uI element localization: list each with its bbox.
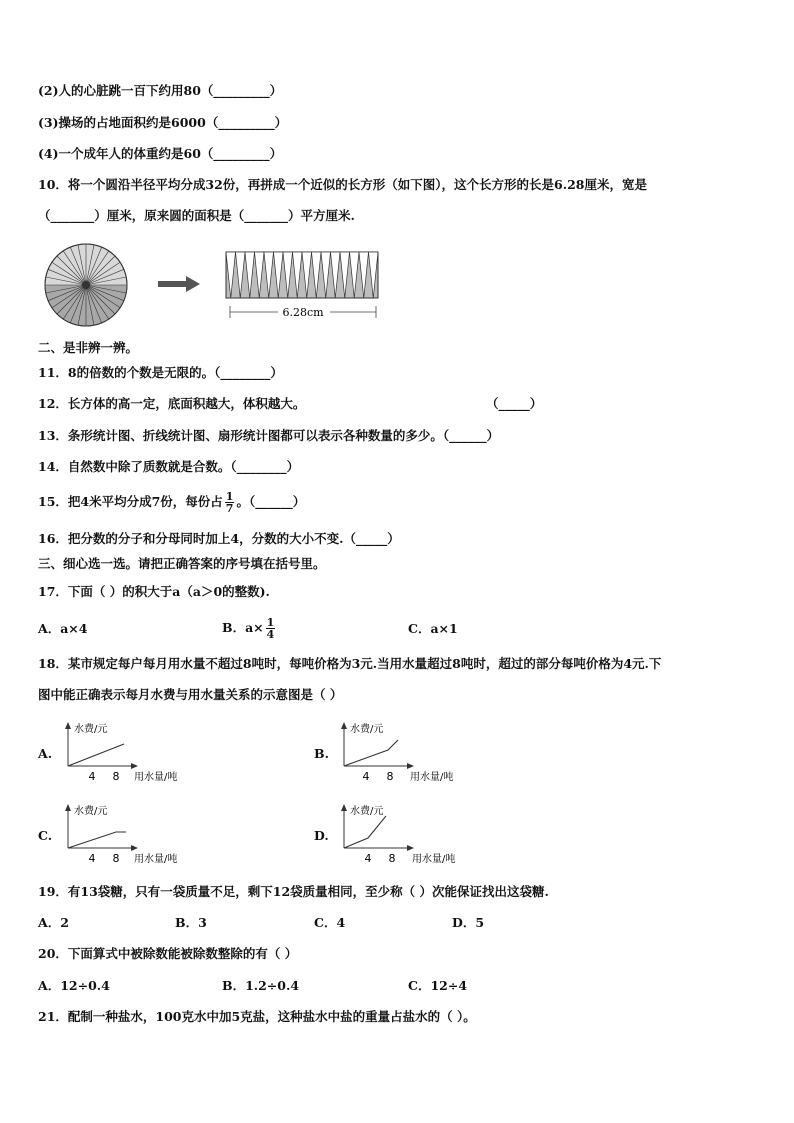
arrow-icon xyxy=(158,276,200,292)
q10-line-1: 10．将一个圆沿半径平均分成32份，再拼成一个近似的长方形（如下图），这个长方形的长是6.28厘米，宽是 xyxy=(38,177,647,192)
q15-numerator: 1 xyxy=(225,490,234,503)
svg-text:8: 8 xyxy=(386,770,394,783)
q17-denominator: 4 xyxy=(266,628,275,641)
q13: 13．条形统计图、折线统计图、扇形统计图都可以表示各种数量的多少。（______） xyxy=(38,428,500,443)
q18-line-1: 18．某市规定每户每月用水量不超过8吨时，每吨价格为3元.当用水量超过8吨时，超过的部分每吨价格为4元.下 xyxy=(38,656,662,671)
rect-length-label: 6.28cm xyxy=(282,306,324,319)
svg-text:8: 8 xyxy=(112,770,120,783)
q9-line-4: (4)一个成年人的体重约是60（_________） xyxy=(38,146,283,161)
circle-sectors-figure xyxy=(36,242,136,328)
q9-line-3: (3)操场的占地面积约是6000（_________） xyxy=(38,115,288,130)
q10-line-2: （_______）厘米，原来圆的面积是（_______）平方厘米. xyxy=(38,208,355,223)
q19-option-a: A．2 xyxy=(38,915,69,930)
q9-line-2: (2)人的心脏跳一百下约用80（_________） xyxy=(38,83,283,98)
svg-text:用水量/吨: 用水量/吨 xyxy=(410,772,454,783)
q18-graph-c xyxy=(58,800,198,866)
q18-graph-b xyxy=(334,718,474,784)
section-2-title: 二、是非辨一辨。 xyxy=(38,340,139,355)
q15-suffix: 。（______） xyxy=(236,494,306,509)
q17-fraction xyxy=(266,617,276,640)
svg-text:用水量/吨: 用水量/吨 xyxy=(134,772,178,783)
q15-fraction xyxy=(225,491,235,514)
q18-graph-a xyxy=(58,718,198,784)
svg-text:水费/元: 水费/元 xyxy=(350,806,384,817)
q18-option-c-label: C. xyxy=(38,828,53,843)
q20-option-b: B．1.2÷0.4 xyxy=(222,978,300,993)
svg-text:用水量/吨: 用水量/吨 xyxy=(134,854,178,865)
q12-text: 12．长方体的高一定，底面积越大，体积越大。 xyxy=(38,396,306,411)
q19-option-b: B．3 xyxy=(175,915,207,930)
q17-text: 17．下面（ ）的积大于a（a＞0的整数). xyxy=(38,584,270,599)
svg-text:水费/元: 水费/元 xyxy=(74,806,108,817)
q15-denominator: 7 xyxy=(225,502,234,515)
q18-option-a-label: A. xyxy=(38,746,53,761)
q17-option-c: C．a×1 xyxy=(408,621,458,636)
q19-text: 19．有13袋糖，只有一袋质量不足，剩下12袋质量相同，至少称（ ）次能保证找出这袋糖. xyxy=(38,884,549,899)
section-3-title: 三、细心选一选。请把正确答案的序号填在括号里。 xyxy=(38,556,326,571)
q18-line-2: 图中能正确表示每月水费与用水量关系的示意图是（ ） xyxy=(38,687,343,702)
svg-text:水费/元: 水费/元 xyxy=(74,724,108,735)
q15 xyxy=(38,489,305,515)
svg-text:水费/元: 水费/元 xyxy=(350,724,384,735)
svg-text:用水量/吨: 用水量/吨 xyxy=(412,854,456,865)
svg-text:4: 4 xyxy=(364,852,372,865)
q20-option-a: A．12÷0.4 xyxy=(38,978,110,993)
q21: 21．配制一种盐水，100克水中加5克盐，这种盐水中盐的重量占盐水的（ ）。 xyxy=(38,1009,476,1024)
svg-text:4: 4 xyxy=(88,770,96,783)
svg-text:4: 4 xyxy=(88,852,96,865)
q17-numerator: 1 xyxy=(266,616,275,629)
q16: 16．把分数的分子和分母同时加上4，分数的大小不变.（_____） xyxy=(38,531,400,546)
q15-prefix: 15．把4米平均分成7份，每份占 xyxy=(38,494,223,509)
svg-text:8: 8 xyxy=(112,852,120,865)
rectangle-sectors-figure xyxy=(222,246,382,322)
q19-option-d: D．5 xyxy=(452,915,485,930)
q17-option-b-prefix: B．a× xyxy=(222,620,264,635)
q17-option-b xyxy=(222,614,277,642)
svg-text:8: 8 xyxy=(388,852,396,865)
q17-option-a: A．a×4 xyxy=(38,621,88,636)
q18-option-d-label: D. xyxy=(314,828,329,843)
q18-option-b-label: B. xyxy=(314,746,329,761)
svg-text:4: 4 xyxy=(362,770,370,783)
q19-option-c: C．4 xyxy=(314,915,346,930)
q20-option-c: C．12÷4 xyxy=(408,978,468,993)
q18-graph-d xyxy=(334,800,474,866)
q20-text: 20．下面算式中被除数能被除数整除的有（ ） xyxy=(38,946,298,961)
q11: 11．8的倍数的个数是无限的。（________） xyxy=(38,365,283,380)
q12-blank: （_____） xyxy=(486,396,543,411)
q14: 14．自然数中除了质数就是合数。（________） xyxy=(38,459,300,474)
